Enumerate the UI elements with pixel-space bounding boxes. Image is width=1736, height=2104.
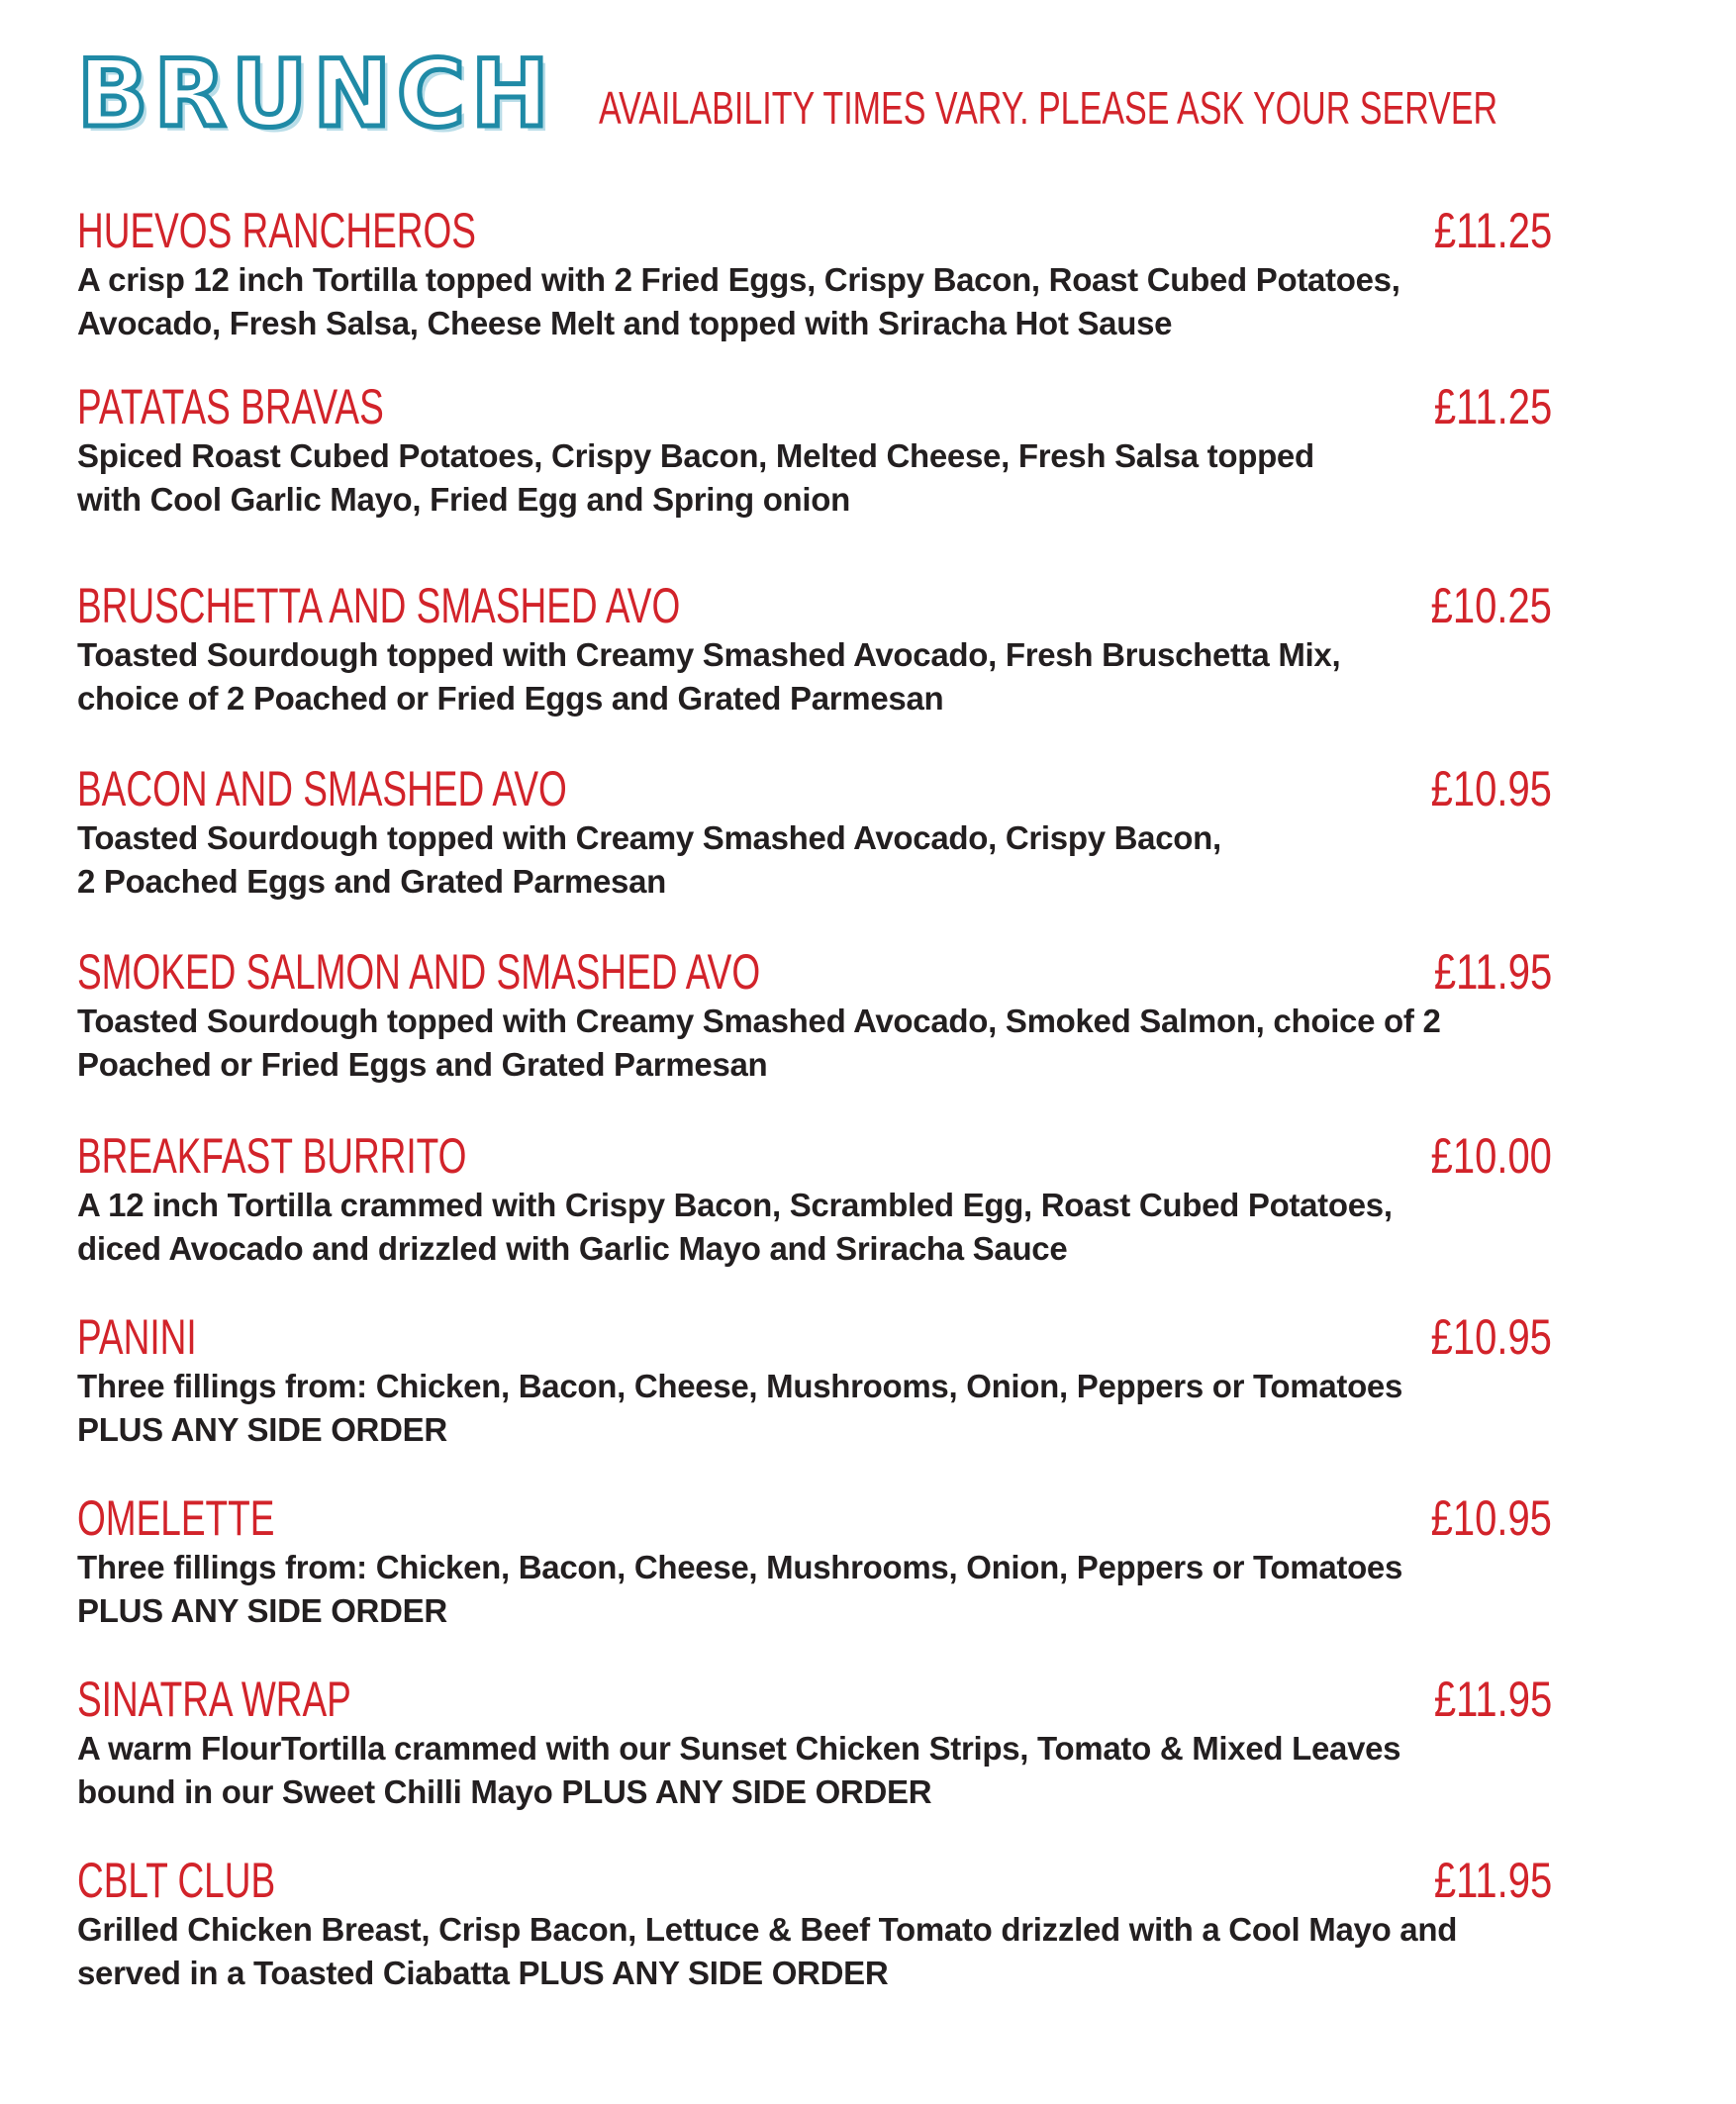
item-description-line: Spiced Roast Cubed Potatoes, Crispy Bacon, Melted Cheese, Fresh Salsa topped bbox=[77, 437, 1314, 474]
availability-note: AVAILABILITY TIMES VARY. PLEASE ASK YOUR SERVER bbox=[598, 82, 1497, 134]
item-name: OMELETTE bbox=[77, 1490, 275, 1546]
item-name: BACON AND SMASHED AVO bbox=[77, 761, 567, 816]
item-description-line: Avocado, Fresh Salsa, Cheese Melt and topped with Sriracha Hot Sause bbox=[77, 305, 1173, 341]
item-description-line: Poached or Fried Eggs and Grated Parmesan bbox=[77, 1046, 768, 1083]
item-price: £10.95 bbox=[1430, 1490, 1552, 1546]
item-description-line: A crisp 12 inch Tortilla topped with 2 Fried Eggs, Crispy Bacon, Roast Cubed Potatoes, bbox=[77, 261, 1400, 298]
item-price: £11.95 bbox=[1433, 1853, 1552, 1908]
item-description-line: Grilled Chicken Breast, Crisp Bacon, Lettuce & Beef Tomato drizzled with a Cool Mayo and bbox=[77, 1911, 1458, 1948]
item-price: £10.25 bbox=[1430, 578, 1552, 633]
menu-item-smoked-salmon-and-smashed-avo bbox=[77, 944, 1552, 1087]
item-description-line: Toasted Sourdough topped with Creamy Smashed Avocado, Smoked Salmon, choice of 2 bbox=[77, 1003, 1441, 1039]
item-price: £11.95 bbox=[1433, 944, 1552, 1000]
item-name: BRUSCHETTA AND SMASHED AVO bbox=[77, 578, 681, 633]
item-description-line: bound in our Sweet Chilli Mayo PLUS ANY SIDE ORDER bbox=[77, 1773, 932, 1810]
item-description-line: with Cool Garlic Mayo, Fried Egg and Spring onion bbox=[77, 481, 850, 518]
item-description-line: Toasted Sourdough topped with Creamy Smashed Avocado, Crispy Bacon, bbox=[77, 819, 1221, 856]
menu-item-breakfast-burrito bbox=[77, 1128, 1552, 1271]
item-name: PATATAS BRAVAS bbox=[77, 379, 384, 434]
item-description-line: Three fillings from: Chicken, Bacon, Cheese, Mushrooms, Onion, Peppers or Tomatoes bbox=[77, 1549, 1403, 1585]
item-description-line: diced Avocado and drizzled with Garlic Mayo and Sriracha Sauce bbox=[77, 1230, 1068, 1267]
item-price: £11.25 bbox=[1433, 203, 1552, 258]
item-description-line: 2 Poached Eggs and Grated Parmesan bbox=[77, 863, 667, 900]
item-name: PANINI bbox=[77, 1309, 197, 1365]
item-description-line: served in a Toasted Ciabatta PLUS ANY SIDE ORDER bbox=[77, 1955, 889, 1991]
item-description-line: choice of 2 Poached or Fried Eggs and Grated Parmesan bbox=[77, 680, 944, 717]
menu-header bbox=[77, 41, 1736, 148]
item-description-line: PLUS ANY SIDE ORDER bbox=[77, 1592, 447, 1629]
item-price: £10.95 bbox=[1430, 1309, 1552, 1365]
menu-item-panini bbox=[77, 1309, 1552, 1452]
item-name: SINATRA WRAP bbox=[77, 1672, 351, 1727]
menu-item-huevos-rancheros bbox=[77, 203, 1552, 345]
menu-item-bruschetta-and-smashed-avo bbox=[77, 578, 1552, 720]
item-description-line: A warm FlourTortilla crammed with our Sunset Chicken Strips, Tomato & Mixed Leaves bbox=[77, 1730, 1401, 1767]
item-name: CBLT CLUB bbox=[77, 1853, 276, 1908]
item-name: SMOKED SALMON AND SMASHED AVO bbox=[77, 944, 761, 1000]
menu-item-patatas-bravas bbox=[77, 379, 1552, 522]
item-price: £11.95 bbox=[1433, 1672, 1552, 1727]
item-price: £11.25 bbox=[1433, 379, 1552, 434]
item-name: BREAKFAST BURRITO bbox=[77, 1128, 467, 1184]
item-price: £10.95 bbox=[1430, 761, 1552, 816]
menu-item-omelette bbox=[77, 1490, 1552, 1633]
item-description-line: PLUS ANY SIDE ORDER bbox=[77, 1411, 447, 1448]
menu-item-bacon-and-smashed-avo bbox=[77, 761, 1552, 904]
item-price: £10.00 bbox=[1430, 1128, 1552, 1184]
item-description-line: Three fillings from: Chicken, Bacon, Cheese, Mushrooms, Onion, Peppers or Tomatoes bbox=[77, 1368, 1403, 1404]
menu-title: BRUNCH bbox=[77, 41, 555, 148]
item-description-line: A 12 inch Tortilla crammed with Crispy Bacon, Scrambled Egg, Roast Cubed Potatoes, bbox=[77, 1187, 1393, 1223]
item-description-line: Toasted Sourdough topped with Creamy Smashed Avocado, Fresh Bruschetta Mix, bbox=[77, 636, 1341, 673]
menu-item-sinatra-wrap bbox=[77, 1672, 1552, 1814]
menu-item-cblt-club bbox=[77, 1853, 1552, 1995]
item-name: HUEVOS RANCHEROS bbox=[77, 203, 476, 258]
